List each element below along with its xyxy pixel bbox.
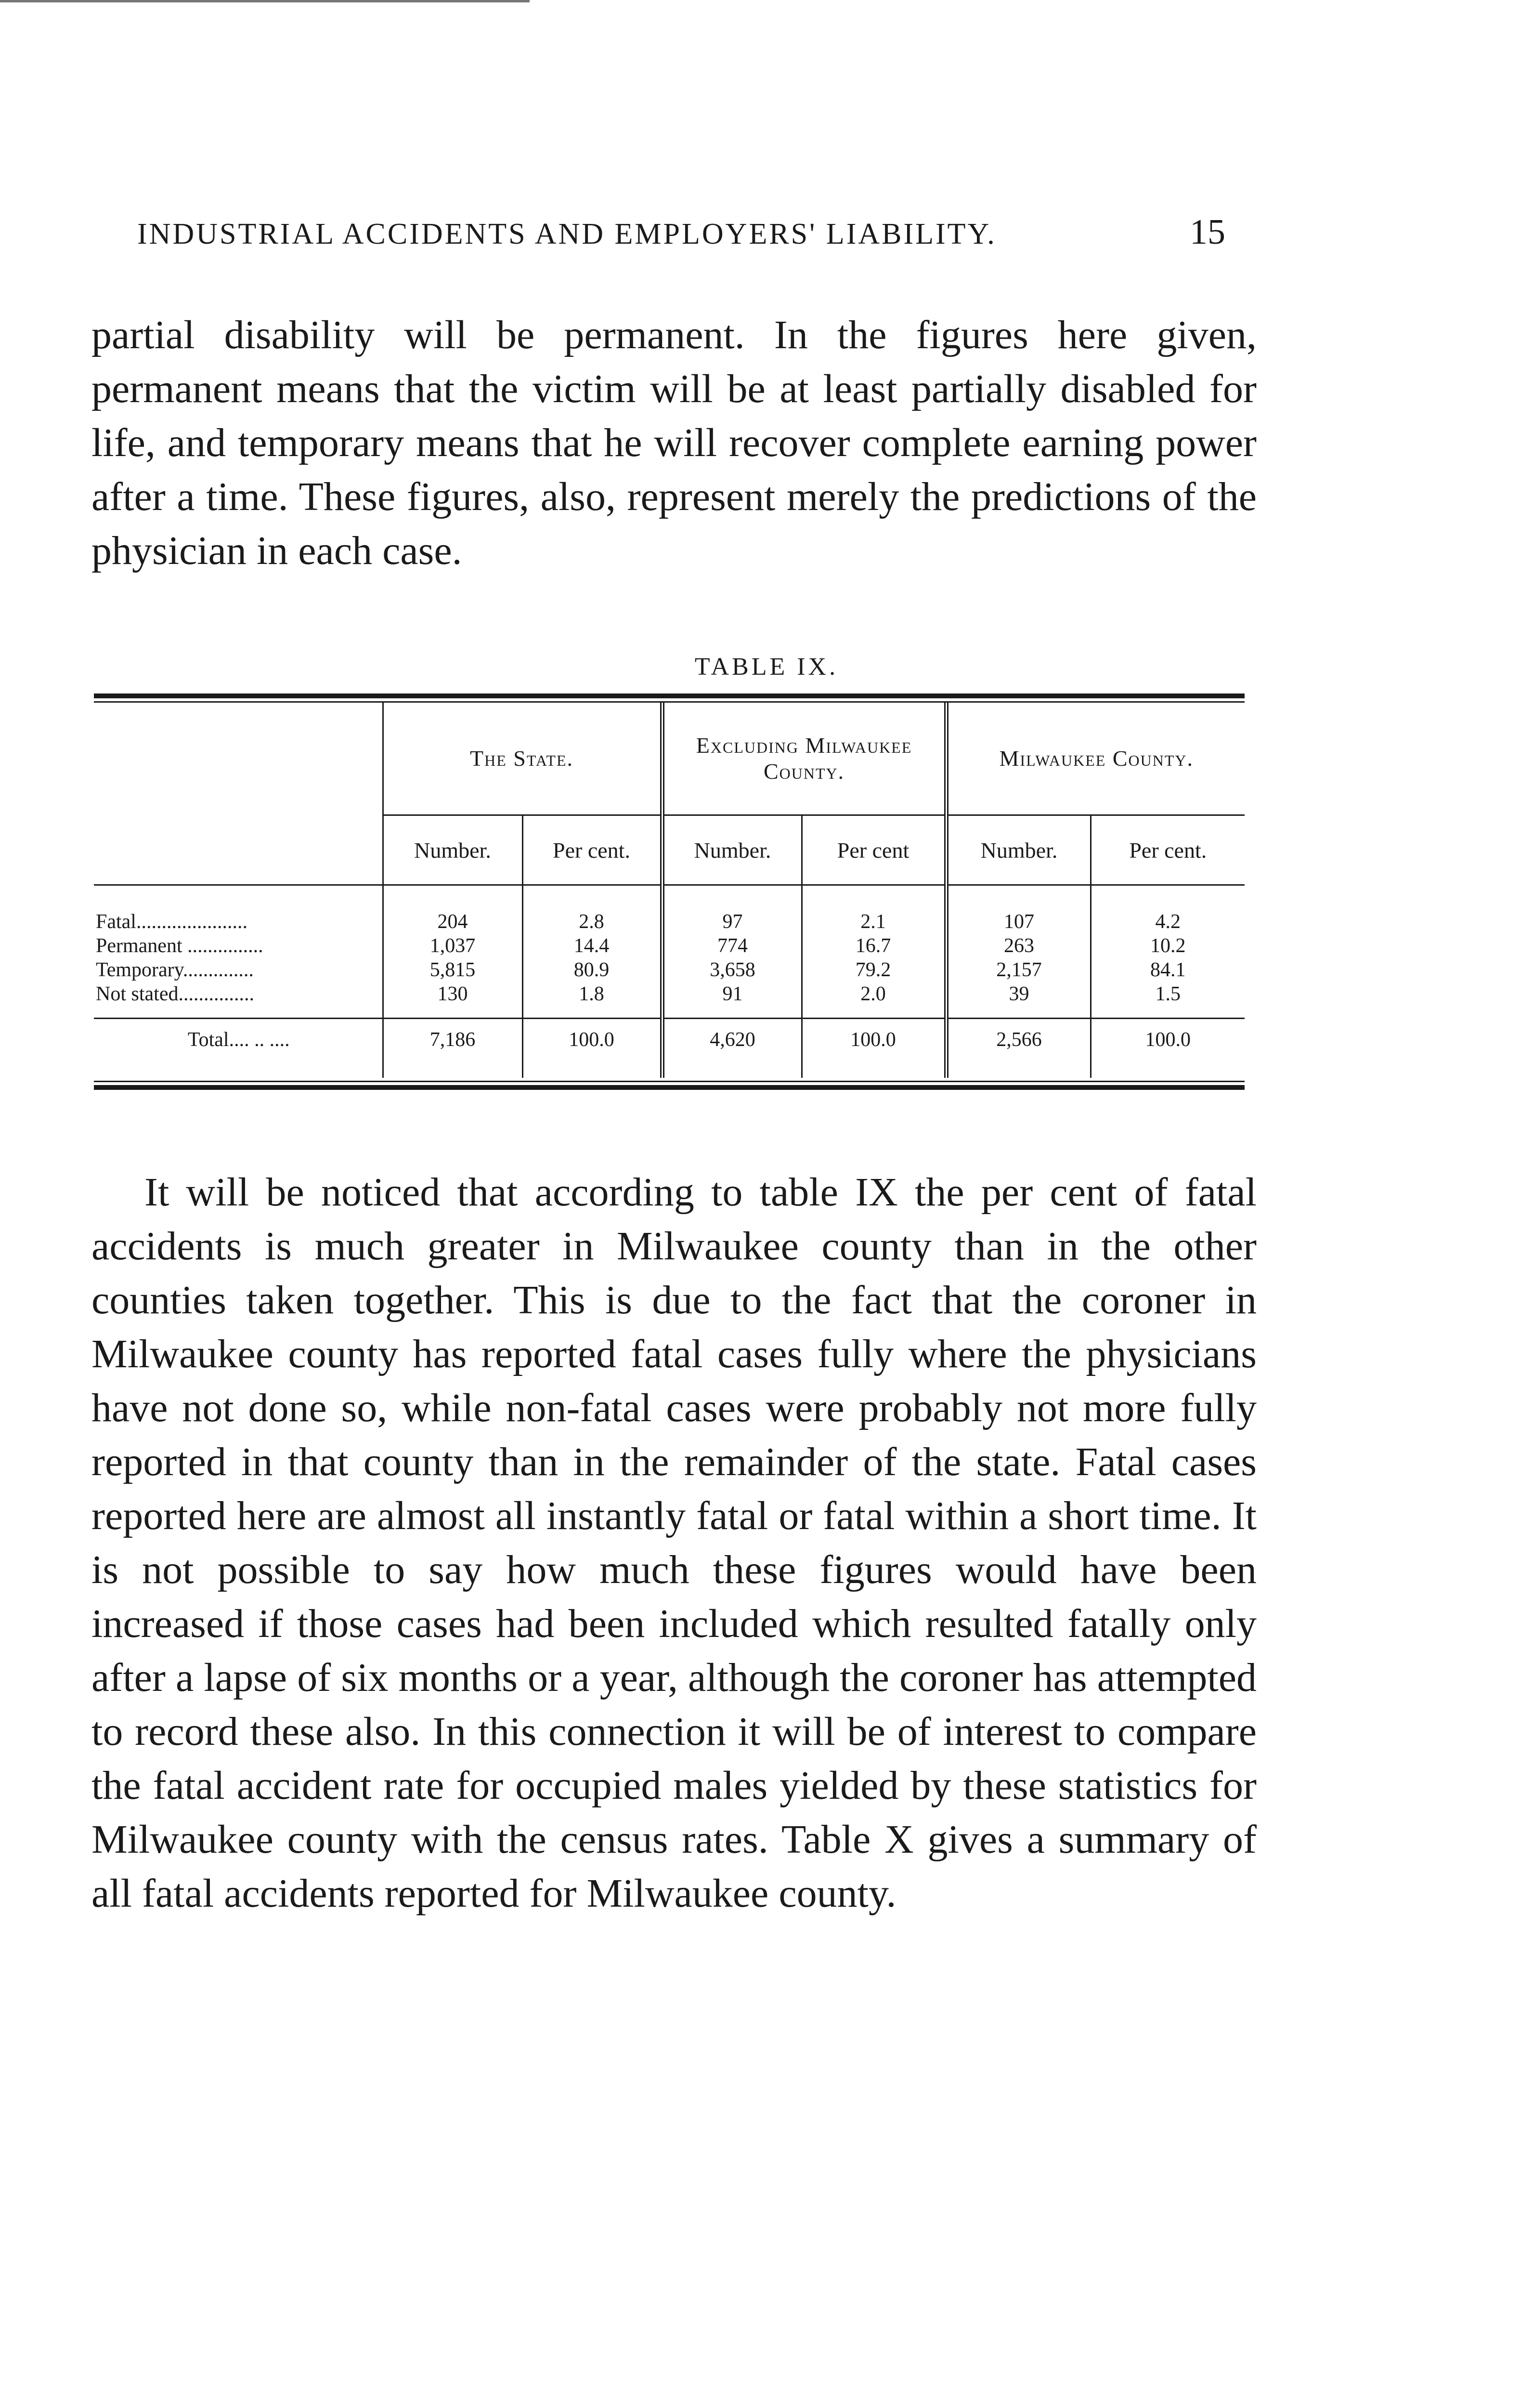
group-head-state: The State. (383, 703, 662, 815)
subhead-state-number: Number. (383, 815, 522, 885)
cell: 2.0 (860, 983, 886, 1005)
cell: 91 (722, 983, 743, 1005)
total-state-number: 7,186 (383, 1019, 522, 1078)
data-table (94, 703, 1245, 1078)
row-label-not-stated: Not stated............... (96, 983, 254, 1005)
total-state-percent: 100.0 (522, 1019, 662, 1078)
subhead-excl-percent: Per cent (802, 815, 946, 885)
cell: 3,658 (710, 959, 755, 981)
top-edge-rule (0, 0, 530, 2)
total-excl-percent: 100.0 (802, 1019, 946, 1078)
col-excl-percent (802, 885, 946, 1019)
col-state-percent (522, 885, 662, 1019)
paragraph-discussion: It will be noticed that according to table IX the per cent of fatal accidents is much greater in Milwaukee county than in the other counties taken together. This is due to the fact that the coroner in Milwaukee county has reported fatal cases fully where the physicians have not done so, while non-fatal cases were probably not more fully reported in that county than in the remainder of the state. Fatal cases reported here are almost all instantly fatal or fatal within a short time. It is not possible to say how much these figures would have been increased if those cases had been included which resulted fatally only after a lapse of six months or a year, although the coroner has attempted to record these also. In this connection it will be of interest to compare the fatal accident rate for occupied males yielded by these statistics for Milwaukee county with the census rates. Table X gives a summary of all fatal accidents reported for Milwaukee county. (91, 1170, 1257, 1916)
subhead-state-percent: Per cent. (522, 815, 662, 885)
cell: 80.9 (573, 959, 610, 981)
cell: 2,157 (996, 959, 1042, 981)
paragraph-intro: partial disability will be permanent. In the figures here given, permanent means that the victim will be at least partially disabled for life, and temporary means that he will recover complete earning power after a time. These figures, also, represent merely the predictions of the physician in each case. (91, 313, 1257, 573)
group-head-excluding-milwaukee: Excluding Milwaukee County. (662, 703, 946, 815)
cell: 39 (1009, 983, 1029, 1005)
cell: 16.7 (855, 935, 891, 957)
cell: 14.4 (573, 935, 610, 957)
table-bottom-rule (94, 1085, 1245, 1090)
cell: 79.2 (855, 959, 891, 981)
group-head-milwaukee: Milwaukee County. (946, 703, 1245, 815)
cell: 1,037 (429, 935, 476, 957)
cell: 2.8 (579, 911, 604, 933)
row-labels (94, 885, 383, 1019)
running-title: INDUSTRIAL ACCIDENTS AND EMPLOYERS' LIABILITY. (137, 218, 997, 250)
subhead-excl-number: Number. (662, 815, 802, 885)
total-row (94, 1019, 1245, 1078)
row-label-permanent: Permanent ............... (96, 935, 263, 957)
total-label: Total.... .. .... (94, 1019, 383, 1078)
cell: 1.8 (579, 983, 604, 1005)
subhead-milw-percent: Per cent. (1091, 815, 1245, 885)
row-label-temporary: Temporary.............. (96, 959, 254, 981)
col-milw-number (946, 885, 1091, 1019)
table-top-rule (94, 694, 1245, 698)
table-ix (94, 694, 1245, 1090)
cell: 84.1 (1150, 959, 1186, 981)
table-bottom-rule-thin (94, 1081, 1245, 1082)
subhead-milw-number: Number. (946, 815, 1091, 885)
total-milw-percent: 100.0 (1091, 1019, 1245, 1078)
cell: 5,815 (429, 959, 476, 981)
table-body-row (94, 885, 1245, 1019)
running-head (137, 212, 1225, 253)
total-excl-number: 4,620 (662, 1019, 802, 1078)
cell: 204 (437, 911, 468, 933)
cell: 107 (1004, 911, 1035, 933)
col-milw-percent (1091, 885, 1245, 1019)
cell: 97 (722, 911, 743, 933)
stub-header (94, 703, 383, 885)
total-milw-number: 2,566 (946, 1019, 1091, 1078)
page-number: 15 (1190, 212, 1225, 252)
cell: 130 (437, 983, 468, 1005)
table-title: TABLE IX. (694, 653, 839, 681)
cell: 774 (717, 935, 748, 957)
cell: 263 (1004, 935, 1035, 957)
col-excl-number (662, 885, 802, 1019)
row-label-fatal: Fatal...................... (96, 911, 247, 933)
cell: 4.2 (1155, 911, 1181, 933)
col-state-number (383, 885, 522, 1019)
cell: 1.5 (1155, 983, 1181, 1005)
cell: 10.2 (1150, 935, 1186, 957)
cell: 2.1 (860, 911, 886, 933)
